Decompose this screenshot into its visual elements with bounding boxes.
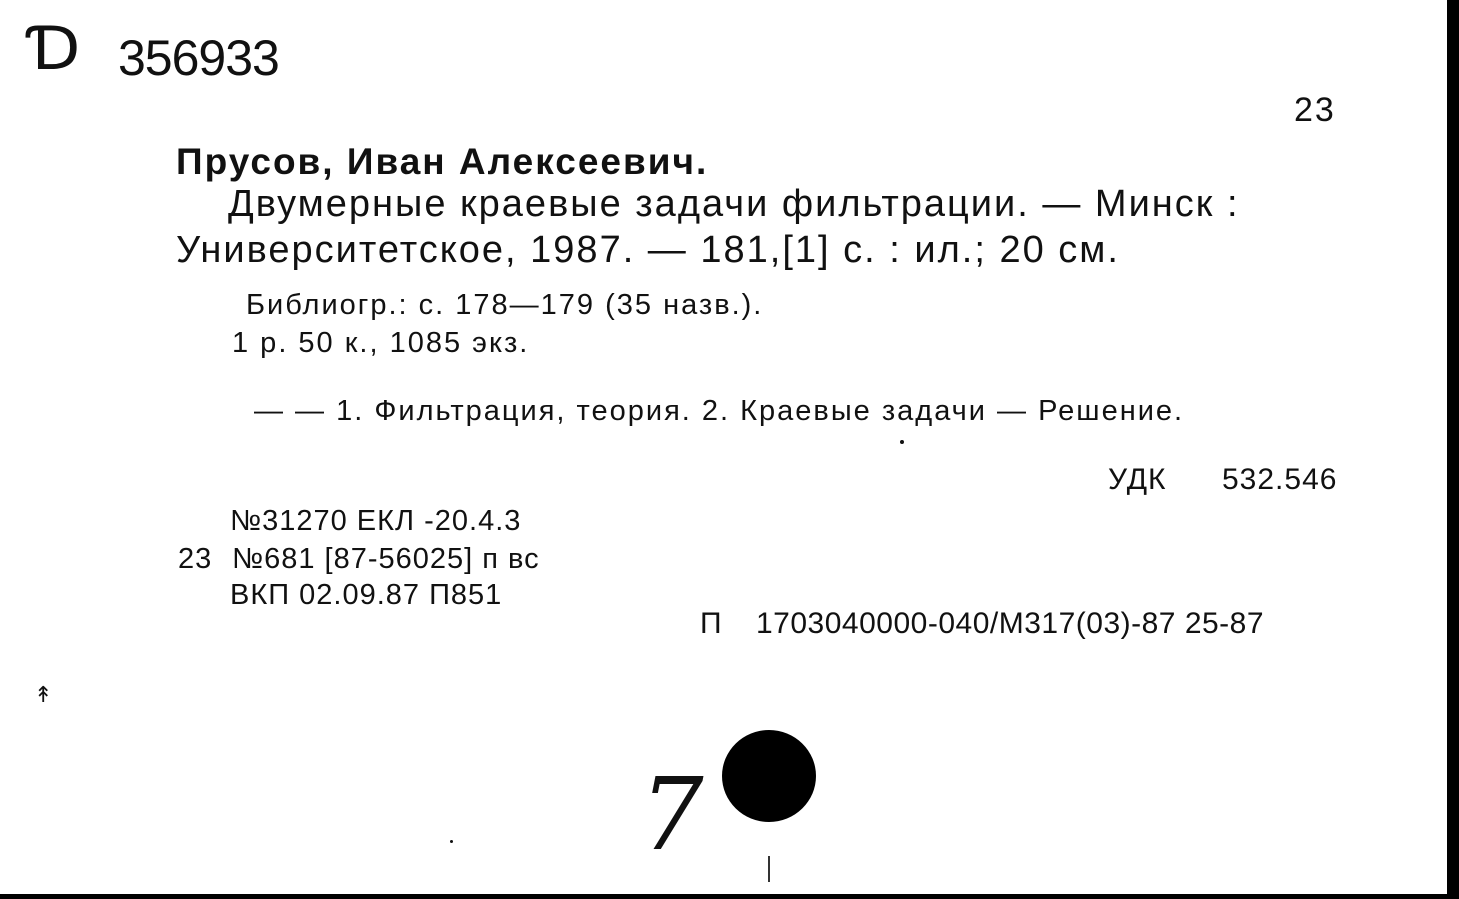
- bibliography-note: Библиогр.: с. 178—179 (35 назв.).: [246, 289, 764, 321]
- service-line-2: №681 [87-56025] п вс: [232, 543, 540, 575]
- stray-dot: [900, 440, 904, 444]
- stray-dot: [450, 840, 453, 843]
- service-line-2-number: 23: [178, 543, 213, 575]
- author-heading: Прусов, Иван Алексеевич.: [176, 141, 709, 182]
- title-line-1: Двумерные краевые задачи фильтрации. — Минск :: [228, 183, 1240, 225]
- udc-label: УДК: [1108, 463, 1167, 496]
- publisher-code-prefix: П: [700, 607, 722, 640]
- shelf-mark: 23: [1294, 91, 1336, 129]
- service-line-3: ВКП 02.09.87 П851: [230, 579, 503, 611]
- udc-value: 532.546: [1222, 463, 1338, 496]
- margin-arrow-mark: ↟: [34, 682, 53, 707]
- publisher-code: 1703040000-040/М317(03)-87 25-87: [756, 607, 1265, 640]
- price-and-copies: 1 р. 50 к., 1085 экз.: [232, 327, 530, 359]
- service-line-1: №31270 ЕКЛ -20.4.3: [230, 505, 522, 537]
- inventory-number: 356933: [118, 30, 279, 86]
- title-line-2: Университетское, 1987. — 181,[1] с. : ил.; 20 см.: [176, 229, 1120, 271]
- stray-tick: [768, 856, 770, 882]
- subject-headings: — — 1. Фильтрация, теория. 2. Краевые задачи — Решение.: [254, 395, 1185, 427]
- inventory-letter: Ɗ: [28, 14, 81, 84]
- punch-hole: [722, 730, 816, 822]
- handwritten-number: 7: [640, 756, 704, 873]
